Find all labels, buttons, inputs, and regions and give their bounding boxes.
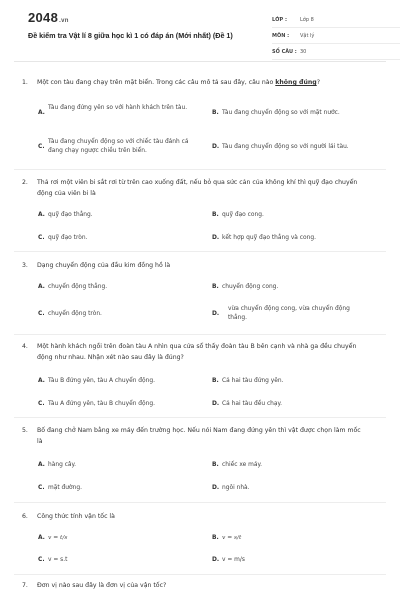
question-text — [37, 78, 367, 89]
question-divider — [14, 502, 386, 503]
option-text: Tàu đang đứng yên so với hành khách trên tàu. — [48, 105, 188, 111]
option-letter: C. — [38, 485, 45, 491]
option-text: hàng cây. — [48, 462, 77, 468]
question-divider — [14, 334, 386, 335]
option-text: chiếc xe máy. — [222, 462, 263, 468]
option-text: chuyển động cong. — [222, 284, 279, 290]
option-letter: C. — [38, 557, 45, 563]
option-text: Tàu B đứng yên, tàu A chuyển động. — [48, 378, 155, 384]
question-number: 5. — [22, 427, 28, 434]
page-header — [14, 0, 386, 62]
question-number: 4. — [22, 343, 28, 350]
question-divider — [14, 417, 386, 418]
option-text: Tàu đang chuyển động so với mặt nước. — [222, 110, 340, 116]
option-formula: v = t/s — [48, 535, 68, 541]
option-text: mặt đường. — [48, 485, 82, 491]
meta-value: 30 — [300, 48, 307, 55]
logo-suffix: .vn — [59, 18, 69, 24]
option-text: Cả hai tàu đều chạy. — [222, 401, 283, 407]
meta-key: SỐ CÂU : — [272, 48, 297, 55]
question-number: 3. — [22, 262, 28, 269]
option-letter: B. — [212, 212, 219, 218]
option-letter: B. — [212, 284, 219, 290]
question-divider — [14, 574, 386, 575]
option-text: vừa chuyển động cong, vừa chuyển động thẳng. — [228, 306, 350, 321]
question-text: Bố đang chở Nam bằng xe máy đến trường học. Nếu nói Nam đang đứng yên thì vật được chọn làm mốc là — [37, 427, 361, 445]
option-text: quỹ đạo tròn. — [48, 235, 88, 241]
question-number: 1. — [22, 79, 28, 86]
option-letter: A. — [38, 284, 45, 290]
option-text: chuyển động thẳng. — [48, 284, 108, 290]
option-text: quỹ đạo cong. — [222, 212, 264, 218]
meta-key: MÔN : — [272, 32, 290, 39]
option-text: v = s.t — [48, 557, 68, 563]
option-letter: A. — [38, 110, 45, 116]
option-formula: v = s/t — [222, 535, 242, 541]
option-text: quỹ đạo thẳng. — [48, 212, 93, 218]
option-letter: D. — [212, 311, 220, 317]
option-letter: D. — [212, 557, 220, 563]
option-letter: D. — [212, 235, 220, 241]
question-divider — [14, 169, 386, 170]
option-letter: A. — [38, 378, 45, 384]
site-logo[interactable] — [28, 10, 69, 25]
meta-key: LỚP : — [272, 16, 287, 23]
option-letter: B. — [212, 110, 219, 116]
option-letter: A. — [38, 535, 45, 541]
option-text: chuyển động tròn. — [48, 311, 102, 317]
question-divider — [14, 251, 386, 252]
option-text: ngôi nhà. — [222, 485, 250, 491]
question-emphasis: không đúng — [275, 79, 317, 86]
logo-main: 2048 — [28, 10, 59, 25]
question-text-part: Một con tàu đang chạy trên mặt biển. Trong các câu mô tả sau đây, câu nào — [37, 79, 276, 86]
question-number: 2. — [22, 179, 28, 186]
option-letter: C. — [38, 311, 45, 317]
question-number: 7. — [22, 582, 28, 589]
option-letter: D. — [212, 144, 220, 150]
option-letter: B. — [212, 462, 219, 468]
question-text: Dạng chuyển động của đầu kim đồng hồ là — [37, 262, 171, 269]
option-text: Tàu đang chuyển động so với chiếc tàu đánh cá đang chạy ngược chiều trên biển. — [48, 139, 189, 154]
option-letter: C. — [38, 401, 45, 407]
option-letter: A. — [38, 462, 45, 468]
option-letter: B. — [212, 535, 219, 541]
option-text: kết hợp quỹ đạo thẳng và cong. — [222, 235, 316, 241]
option-text: Tàu đang chuyển động so với người lái tàu. — [222, 144, 349, 150]
option-letter: C. — [38, 235, 45, 241]
meta-row-class — [272, 12, 400, 28]
option-text: Tàu A đứng yên, tàu B chuyển động. — [48, 401, 155, 407]
question-text: Đơn vị nào sau đây là đơn vị của vận tốc? — [37, 582, 167, 589]
exam-meta — [272, 12, 400, 60]
question-text-part: ? — [316, 79, 321, 86]
meta-value: Vật lý — [300, 32, 315, 39]
option-letter: A. — [38, 212, 45, 218]
question-text: Công thức tính vận tốc là — [37, 513, 115, 520]
meta-value: Lớp 8 — [300, 16, 314, 23]
option-letter: C. — [38, 144, 45, 150]
option-letter: B. — [212, 378, 219, 384]
question-text: Thả rơi một viên bi sắt rơi từ trên cao xuống đất, nếu bỏ qua sức cản của không khí thì quỹ đạo chuyển động của viên bi là — [37, 179, 358, 197]
question-text: Một hành khách ngồi trên đoàn tàu A nhìn qua cửa sổ thấy đoàn tàu B bên cạnh và nhà ga đều chuyển động như nhau. Nhận xét nào sau đây là đúng? — [37, 343, 357, 361]
document-title: Đề kiểm tra Vật lí 8 giữa học kì 1 có đáp án (Mới nhất) (Đề 1) — [28, 31, 233, 40]
option-letter: D. — [212, 401, 220, 407]
option-letter: D. — [212, 485, 220, 491]
option-text: v = m/s — [222, 557, 245, 563]
question-number: 6. — [22, 513, 28, 520]
option-text: Cả hai tàu đứng yên. — [222, 378, 284, 384]
meta-row-subject — [272, 28, 400, 44]
meta-row-count — [272, 44, 400, 60]
